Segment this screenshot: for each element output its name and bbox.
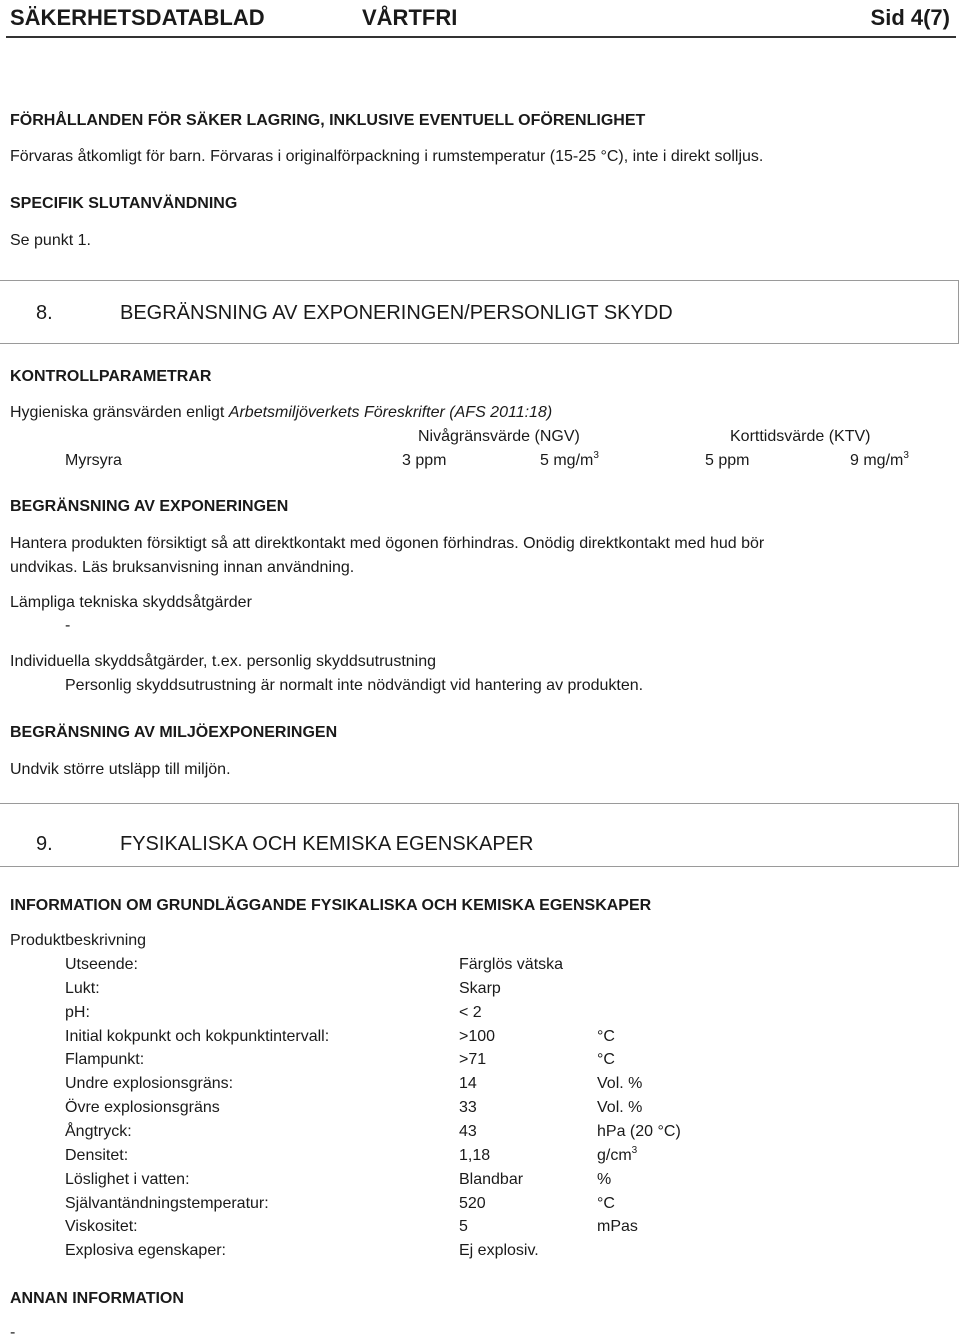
hygiene-limits-reference: Arbetsmiljöverkets Föreskrifter (AFS 2011:18) bbox=[228, 404, 553, 421]
section-8-title: BEGRÄNSNING AV EXPONERINGEN/PERSONLIGT SKYDD bbox=[120, 302, 673, 324]
property-unit-text: °C bbox=[597, 1027, 615, 1045]
specific-use-text: Se punkt 1. bbox=[10, 232, 91, 249]
property-label: pH: bbox=[65, 1003, 90, 1021]
property-value: 520 bbox=[459, 1194, 486, 1212]
ktv-ppm: 5 ppm bbox=[705, 452, 750, 469]
ngv-mg-value: 5 mg/m bbox=[540, 452, 594, 469]
property-value: Blandbar bbox=[459, 1170, 524, 1188]
header-divider bbox=[6, 36, 956, 38]
page-number: Sid 4(7) bbox=[870, 5, 950, 30]
property-unit-text: mPas bbox=[597, 1218, 638, 1236]
ppe-label: Individuella skyddsåtgärder, t.ex. personlig skyddsutrustning bbox=[10, 653, 437, 670]
ktv-mg-superscript: 3 bbox=[903, 450, 909, 461]
page-header bbox=[0, 0, 960, 36]
property-unit bbox=[597, 1123, 681, 1141]
property-unit-text: °C bbox=[597, 1051, 615, 1069]
ngv-ppm: 3 ppm bbox=[402, 452, 447, 469]
property-unit bbox=[597, 1051, 615, 1069]
ngv-label: Nivågränsvärde (NGV) bbox=[418, 428, 580, 445]
technical-measures-value: - bbox=[65, 617, 71, 634]
storage-heading: FÖRHÅLLANDEN FÖR SÄKER LAGRING, INKLUSIVE EVENTUELL OFÖRENLIGHET bbox=[10, 112, 646, 129]
property-unit-text: g/cm bbox=[597, 1146, 632, 1164]
property-label: Löslighet i vatten: bbox=[65, 1170, 190, 1188]
property-label: Självantändningstemperatur: bbox=[65, 1194, 269, 1212]
product-description-label: Produktbeskrivning bbox=[10, 932, 147, 949]
document-type: SÄKERHETSDATABLAD bbox=[10, 5, 265, 30]
ktv-mg-value: 9 mg/m bbox=[850, 452, 904, 469]
property-unit bbox=[597, 1099, 642, 1117]
ngv-mg-superscript: 3 bbox=[593, 450, 599, 461]
other-information-value: - bbox=[10, 1324, 16, 1341]
property-unit bbox=[597, 1144, 638, 1165]
exposure-controls-heading: BEGRÄNSNING AV EXPONERINGEN bbox=[10, 498, 289, 515]
property-value: 14 bbox=[459, 1075, 477, 1093]
product-name: VÅRTFRI bbox=[362, 5, 458, 30]
property-value: >71 bbox=[459, 1051, 487, 1069]
ngv-mg bbox=[540, 452, 599, 470]
ktv-label: Korttidsvärde (KTV) bbox=[730, 428, 871, 445]
technical-measures-label: Lämpliga tekniska skyddsåtgärder bbox=[10, 594, 252, 611]
basic-properties-heading: INFORMATION OM GRUNDLÄGGANDE FYSIKALISKA OCH KEMISKA EGENSKAPER bbox=[10, 897, 652, 914]
property-unit-text: Vol. % bbox=[597, 1075, 643, 1093]
hygiene-limits-prefix: Hygieniska gränsvärden enligt bbox=[10, 404, 229, 421]
property-label: Densitet: bbox=[65, 1146, 129, 1164]
ppe-value: Personlig skyddsutrustning är normalt inte nödvändigt vid hantering av produkten. bbox=[65, 677, 644, 694]
property-label: Övre explosionsgräns bbox=[65, 1099, 220, 1117]
property-unit bbox=[597, 1195, 615, 1213]
section-8-header bbox=[0, 280, 959, 344]
hygiene-limits-line bbox=[10, 404, 552, 422]
section-8-number: 8. bbox=[36, 302, 53, 324]
property-value: 5 bbox=[459, 1218, 468, 1236]
property-unit bbox=[597, 1075, 642, 1093]
exposure-text-2: undvikas. Läs bruksanvisning innan användning. bbox=[10, 559, 355, 576]
environmental-exposure-heading: BEGRÄNSNING AV MILJÖEXPONERINGEN bbox=[10, 724, 338, 741]
other-information-heading: ANNAN INFORMATION bbox=[10, 1290, 184, 1307]
property-value: < 2 bbox=[459, 1003, 482, 1021]
control-parameters-heading: KONTROLLPARAMETRAR bbox=[10, 368, 212, 385]
property-value: 43 bbox=[459, 1123, 477, 1140]
storage-text: Förvaras åtkomligt för barn. Förvaras i originalförpackning i rumstemperatur (15-25 °C), inte i direkt solljus. bbox=[10, 148, 764, 165]
property-unit-text: hPa (20 °C) bbox=[597, 1123, 681, 1140]
property-unit-superscript: 3 bbox=[631, 1144, 638, 1156]
property-value: 33 bbox=[459, 1099, 477, 1117]
property-unit-text: °C bbox=[597, 1194, 615, 1212]
property-value: Färglös vätska bbox=[459, 956, 564, 973]
property-unit-text: % bbox=[597, 1170, 612, 1188]
environmental-exposure-text: Undvik större utsläpp till miljön. bbox=[10, 761, 231, 778]
property-unit-text: Vol. % bbox=[597, 1099, 643, 1117]
property-unit bbox=[597, 1218, 638, 1236]
property-label: Undre explosionsgräns: bbox=[65, 1075, 234, 1093]
property-label: Utseende: bbox=[65, 956, 138, 973]
property-label: Explosiva egenskaper: bbox=[65, 1242, 226, 1260]
property-value: Skarp bbox=[459, 979, 501, 997]
exposure-text-1: Hantera produkten försiktigt så att direktkontakt med ögonen förhindras. Onödig direktkontakt med hud bör bbox=[10, 535, 765, 552]
section-9-header bbox=[0, 803, 959, 867]
property-unit bbox=[597, 1028, 615, 1046]
property-label: Lukt: bbox=[65, 979, 100, 997]
property-value: 1,18 bbox=[459, 1146, 491, 1164]
section-9-title: FYSIKALISKA OCH KEMISKA EGENSKAPER bbox=[120, 833, 534, 855]
property-value: Ej explosiv. bbox=[459, 1242, 539, 1260]
substance-name: Myrsyra bbox=[65, 452, 122, 469]
ktv-mg bbox=[850, 452, 909, 470]
specific-use-heading: SPECIFIK SLUTANVÄNDNING bbox=[10, 195, 238, 212]
property-label: Initial kokpunkt och kokpunktintervall: bbox=[65, 1027, 330, 1045]
property-label: Viskositet: bbox=[65, 1218, 138, 1236]
property-unit bbox=[597, 1171, 611, 1189]
property-label: Ångtryck: bbox=[65, 1123, 132, 1140]
property-value: >100 bbox=[459, 1027, 496, 1045]
section-9-number: 9. bbox=[36, 833, 53, 855]
property-label: Flampunkt: bbox=[65, 1051, 145, 1069]
